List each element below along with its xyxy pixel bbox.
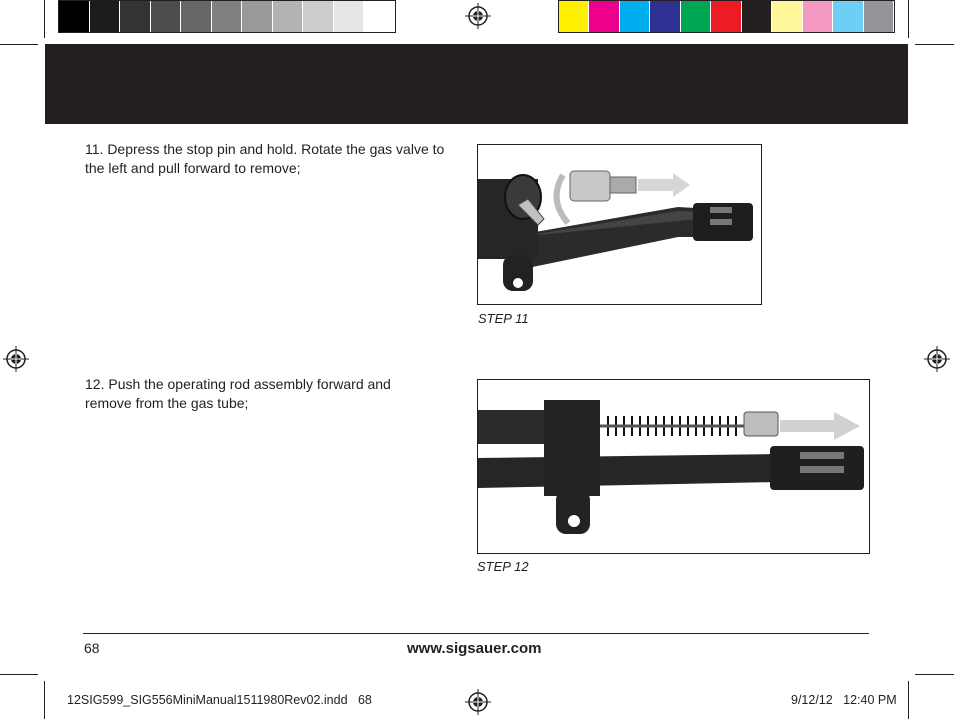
registration-mark-top bbox=[465, 3, 491, 29]
registration-mark-bottom bbox=[465, 689, 491, 715]
registration-mark-left bbox=[3, 346, 29, 372]
color-swatch bbox=[742, 1, 771, 32]
color-swatch bbox=[772, 1, 801, 32]
crop-mark-top-left-v bbox=[44, 0, 45, 38]
color-swatch bbox=[650, 1, 679, 32]
registration-mark-right bbox=[924, 346, 950, 372]
color-swatch bbox=[559, 1, 588, 32]
step-11-caption: STEP 11 bbox=[478, 311, 529, 326]
header-bar bbox=[45, 44, 908, 124]
page-number: 68 bbox=[84, 640, 100, 656]
gray-swatch bbox=[90, 1, 120, 32]
gas-valve-removal-illustration bbox=[478, 145, 761, 304]
grayscale-color-bar bbox=[58, 0, 396, 33]
crop-mark-top-right-h bbox=[915, 44, 954, 45]
gray-swatch bbox=[242, 1, 272, 32]
color-swatch bbox=[803, 1, 832, 32]
gray-swatch bbox=[364, 1, 394, 32]
process-color-bar bbox=[558, 0, 895, 33]
gray-swatch bbox=[59, 1, 89, 32]
color-swatch bbox=[620, 1, 649, 32]
crop-mark-bottom-right-v bbox=[908, 681, 909, 719]
crop-mark-top-left-h bbox=[0, 44, 38, 45]
step-11-photo bbox=[477, 144, 762, 305]
crop-mark-bottom-left-h bbox=[0, 674, 38, 675]
crop-mark-bottom-left-v bbox=[44, 681, 45, 719]
color-swatch bbox=[711, 1, 740, 32]
website-url[interactable]: www.sigsauer.com bbox=[407, 640, 542, 657]
color-swatch bbox=[833, 1, 862, 32]
step-12-instruction: 12. Push the operating rod assembly forward and remove from the gas tube; bbox=[85, 376, 391, 411]
step-11-instruction: 11. Depress the stop pin and hold. Rotate the gas valve to the left and pull forward to remove; bbox=[85, 141, 445, 176]
crop-mark-top-right-v bbox=[908, 0, 909, 38]
color-swatch bbox=[681, 1, 710, 32]
crop-mark-bottom-right-h bbox=[915, 674, 954, 675]
footer-rule bbox=[83, 633, 869, 634]
operating-rod-removal-illustration bbox=[478, 380, 869, 553]
gray-swatch bbox=[120, 1, 150, 32]
step-12-caption: STEP 12 bbox=[477, 559, 529, 574]
color-swatch bbox=[864, 1, 893, 32]
color-swatch bbox=[589, 1, 618, 32]
gray-swatch bbox=[212, 1, 242, 32]
gray-swatch bbox=[151, 1, 181, 32]
gray-swatch bbox=[181, 1, 211, 32]
gray-swatch bbox=[334, 1, 364, 32]
gray-swatch bbox=[303, 1, 333, 32]
step-12-photo bbox=[477, 379, 870, 554]
slug-file-name: 12SIG599_SIG556MiniManual1511980Rev02.indd 68 bbox=[67, 693, 372, 707]
gray-swatch bbox=[273, 1, 303, 32]
slug-date: 9/12/12 12:40 PM bbox=[791, 693, 897, 707]
